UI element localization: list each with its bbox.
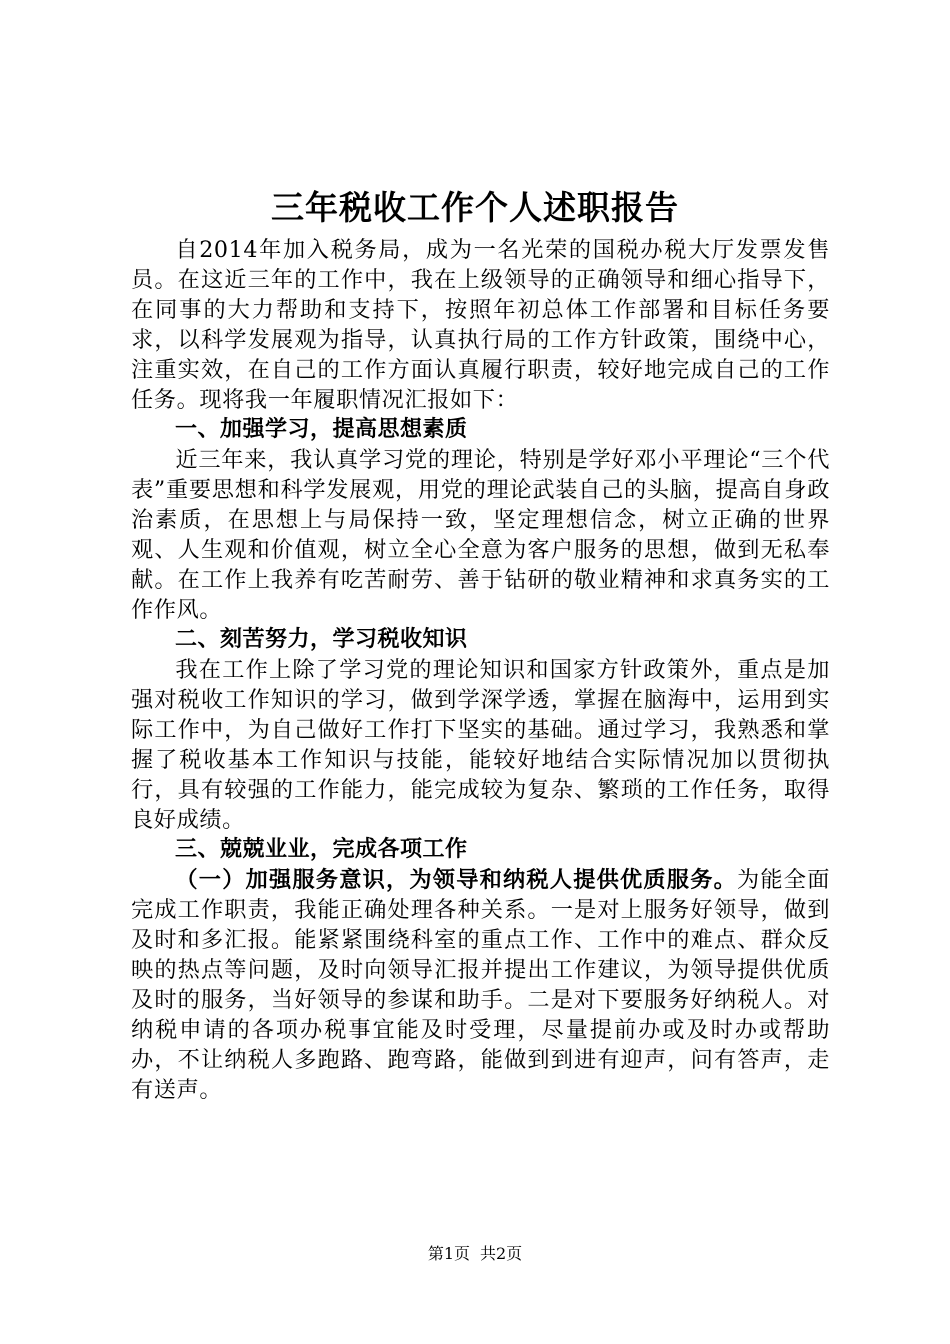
section-paragraph-1: 近三年来，我认真学习党的理论，特别是学好邓小平理论“三个代表”重要思想和科学发展观，用党的理论武装自己的头脑，提高自身政治素质，在思想上与局保持一致，坚定理想信念，树立正确的世界观、人生观和价值观，树立全心全意为客户服务的思想，做到无私奉献。在工作上我养有吃苦耐劳、善于钻研的敬业精神和求真务实的工作作风。 (131, 447, 830, 623)
page-total: 共2页 (480, 1244, 523, 1263)
intro-paragraph: 自2014年加入税务局，成为一名光荣的国税办税大厅发票发售员。在这近三年的工作中，我在上级领导的正确领导和细心指导下，在同事的大力帮助和支持下，按照年初总体工作部署和目标任务要求，以科学发展观为指导，认真执行局的工作方针政策，围绕中心，注重实效，在自己的工作方面认真履行职责，较好地完成自己的工作任务。现将我一年履职情况汇报如下： (131, 237, 830, 413)
subsection-text: 为能全面完成工作职责，我能正确处理各种关系。一是对上服务好领导，做到及时和多汇报。能紧紧围绕科室的重点工作、工作中的难点、群众反映的热点等问题，及时向领导汇报并提出工作建议，为领导提供优质及时的服务，当好领导的参谋和助手。二是对下要服务好纳税人。对纳税申请的各项办税事宜能及时受理，尽量提前办或及时办或帮助办，不让纳税人多跑路、跑弯路，能做到到进有迎声，问有答声，走有送声。 (131, 867, 830, 1103)
section-paragraph-3 (131, 865, 830, 1105)
section-heading-2: 二、刻苦努力，学习税收知识 (175, 627, 468, 652)
page-number: 第1页 (427, 1244, 470, 1263)
section-heading-1: 一、加强学习，提高思想素质 (175, 417, 468, 442)
document-body (131, 235, 830, 1105)
section-paragraph-2: 我在工作上除了学习党的理论知识和国家方针政策外，重点是加强对税收工作知识的学习，做到学深学透，掌握在脑海中，运用到实际工作中，为自己做好工作打下坚实的基础。通过学习，我熟悉和掌握了税收基本工作知识与技能，能较好地结合实际情况加以贯彻执行，具有较强的工作能力，能完成较为复杂、繁琐的工作任务，取得良好成绩。 (131, 657, 830, 833)
subsection-lead: （一）加强服务意识，为领导和纳税人提供优质服务。 (175, 867, 737, 893)
page-footer (0, 1243, 950, 1265)
section-heading-3: 三、兢兢业业，完成各项工作 (175, 837, 468, 862)
document-title: 三年税收工作个人述职报告 (271, 188, 679, 227)
